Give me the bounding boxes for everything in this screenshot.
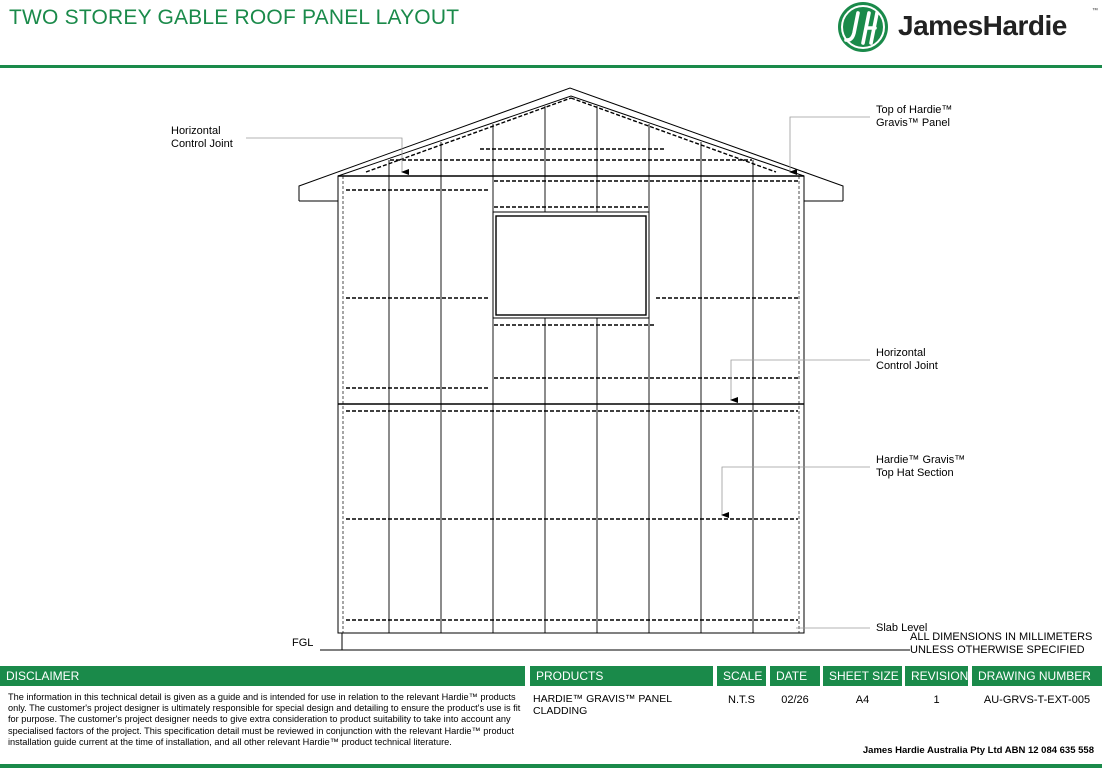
scale-value: N.T.S xyxy=(728,694,755,706)
header-drawing-number: DRAWING NUMBER xyxy=(972,666,1102,686)
panel-joints xyxy=(389,106,753,633)
drawing-number-value: AU-GRVS-T-EXT-005 xyxy=(983,694,1091,706)
disclaimer-text: The information in this technical detail is given as a guide and is intended for use in relation to the relevant Hardie™ products only. The customer's project designer is ultimately responsible for special design and detailing to ensure the product's use is fit for purpose. The customer's project designer needs to give extra consideration to product suitability to take into account any specialised factors of the project. This specification detail must be reviewed in conjunction with the relevant Hardie™ product installation guide current at the time of installation, and all other relevant Hardie™ product technical literature. xyxy=(8,692,521,747)
company-info: James Hardie Australia Pty Ltd ABN 12 084 635 558 xyxy=(862,745,1094,756)
window xyxy=(493,212,649,318)
gable-roof xyxy=(299,88,843,201)
ground-line xyxy=(320,633,910,650)
label-horizontal-control-joint-right: Horizontal Control Joint xyxy=(876,347,938,372)
brand-wordmark: JamesHardie xyxy=(898,10,1067,41)
dimensions-note: ALL DIMENSIONS IN MILLIMETERS UNLESS OTHERWISE SPECIFIED xyxy=(910,631,1093,656)
revision-value: 1 xyxy=(933,694,940,706)
page-title: TWO STOREY GABLE ROOF PANEL LAYOUT xyxy=(9,6,460,29)
leader-lines xyxy=(246,117,870,628)
header-revision: REVISION xyxy=(905,666,968,686)
wall-outline xyxy=(338,176,804,633)
label-top-of-panel: Top of Hardie™ Gravis™ Panel xyxy=(876,104,953,129)
header-products: PRODUCTS xyxy=(530,666,713,686)
label-fgl: FGL xyxy=(292,637,314,649)
label-top-hat-section: Hardie™ Gravis™ Top Hat Section xyxy=(876,454,966,479)
products-value: HARDIE™ GRAVIS™ PANEL CLADDING xyxy=(533,693,672,717)
trademark-mark: ™ xyxy=(1092,8,1098,14)
label-slab-level: Slab Level xyxy=(876,622,928,634)
header-sheet-size: SHEET SIZE xyxy=(823,666,902,686)
label-horizontal-control-joint-left: Horizontal Control Joint xyxy=(171,125,233,150)
footer-rule xyxy=(0,764,1102,768)
header-disclaimer: DISCLAIMER xyxy=(0,666,525,686)
date-value: 02/26 xyxy=(781,694,809,706)
sheet-size-value: A4 xyxy=(855,694,870,706)
header-date: DATE xyxy=(770,666,820,686)
header-scale: SCALE xyxy=(717,666,766,686)
